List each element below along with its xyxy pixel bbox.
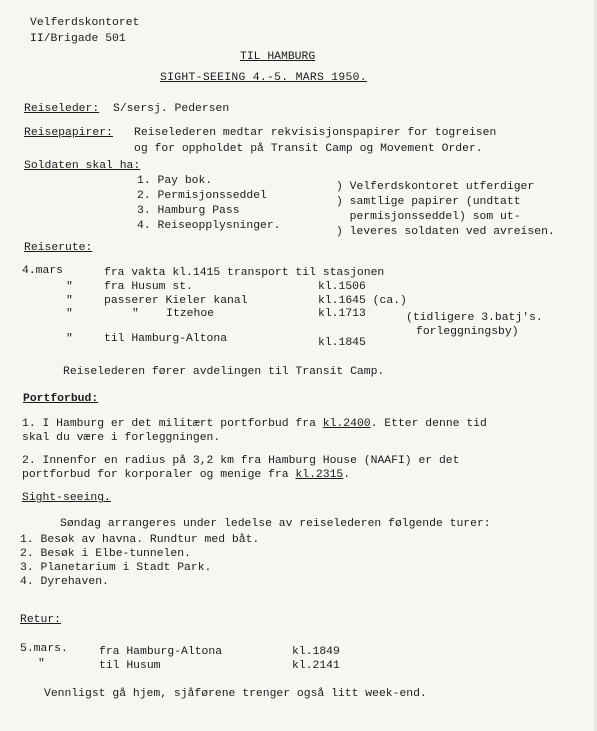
document-subtitle: SIGHT-SEEING 4.-5. MARS 1950. [160,72,367,84]
document-title: TIL HAMBURG [240,51,316,63]
route-place: " Itzehoe [132,308,215,320]
return-place: fra Hamburg-Altona [99,646,223,658]
papers-line-2: og for oppholdet på Transit Camp og Movement Order. [134,143,483,155]
return-time: kl.1849 [292,646,340,658]
soldier-item-2: 2. Permisjonsseddel [137,190,267,202]
curfew-point-1: 1. I Hamburg er det militært portforbud fra kl.2400. Etter denne tid [22,418,487,430]
route-label: Reiserute: [24,242,93,254]
sightseeing-item-4: 4. Dyrehaven. [20,576,109,588]
route-place: passerer Kieler kanal [104,295,248,307]
route-footer: Reiselederen fører avdelingen til Transit Camp. [63,366,385,378]
route-time: kl.1506 [318,281,366,293]
sightseeing-item-2: 2. Besøk i Elbe-tunnelen. [20,548,191,560]
route-time: kl.1713 [318,308,366,320]
soldier-item-1: 1. Pay bok. [137,175,213,187]
soldier-note-3: permisjonsseddel) som ut- [336,211,521,223]
soldier-item-3: 3. Hamburg Pass [137,205,240,217]
route-date: " [66,295,73,307]
leader-value: S/sersj. Pedersen [113,103,230,115]
route-place: fra vakta kl.1415 transport til stasjonen [104,267,385,279]
soldier-item-4: 4. Reiseopplysninger. [137,220,281,232]
sightseeing-item-3: 3. Planetarium i Stadt Park. [20,562,212,574]
route-time: kl.1845 [318,337,366,349]
curfew-point-2: 2. Innenfor en radius på 3,2 km fra Hamburg House (NAAFI) er det [22,455,460,467]
curfew-point-2-cont: portforbud for korporaler og menige fra kl.2315. [22,469,351,481]
route-note: (tidligere 3.batj's. [406,312,543,324]
curfew-label: Portforbud: [23,393,99,405]
sightseeing-item-1: 1. Besøk av havna. Rundtur med båt. [20,534,260,546]
route-date: " [66,308,73,320]
route-note: forleggningsby) [416,326,519,338]
soldier-note-1: ) Velferdskontoret utferdiger [336,181,535,193]
return-date: " [38,658,45,670]
papers-label: Reisepapirer: [24,127,113,139]
sightseeing-intro: Søndag arrangeres under ledelse av reiselederen følgende turer: [60,518,491,530]
return-place: til Husum [99,660,161,672]
route-time: kl.1645 (ca.) [318,295,407,307]
soldier-label: Soldaten skal ha: [24,160,141,172]
route-place: til Hamburg-Altona [104,333,228,345]
office-name: Velferdskontoret [30,17,140,29]
route-date: " [66,281,73,293]
route-date: 4.mars [22,265,64,277]
sightseeing-label: Sight-seeing. [22,492,111,504]
curfew-point-1-cont: skal du være i forleggningen. [22,432,221,444]
return-time: kl.2141 [292,660,340,672]
leader-label: Reiseleder: [24,103,100,115]
route-date: " [66,333,73,345]
soldier-note-2: ) samtlige papirer (undtatt [336,196,521,208]
return-label: Retur: [20,614,62,626]
route-place: fra Husum st. [104,281,193,293]
soldier-note-4: ) leveres soldaten ved avreisen. [336,226,555,238]
papers-line-1: Reiselederen medtar rekvisisjonspapirer for togreisen [134,127,497,139]
brigade-name: II/Brigade 501 [30,33,126,45]
closing-line: Vennligst gå hjem, sjåførene trenger også litt week-end. [44,688,427,700]
return-date: 5.mars. [20,643,68,655]
